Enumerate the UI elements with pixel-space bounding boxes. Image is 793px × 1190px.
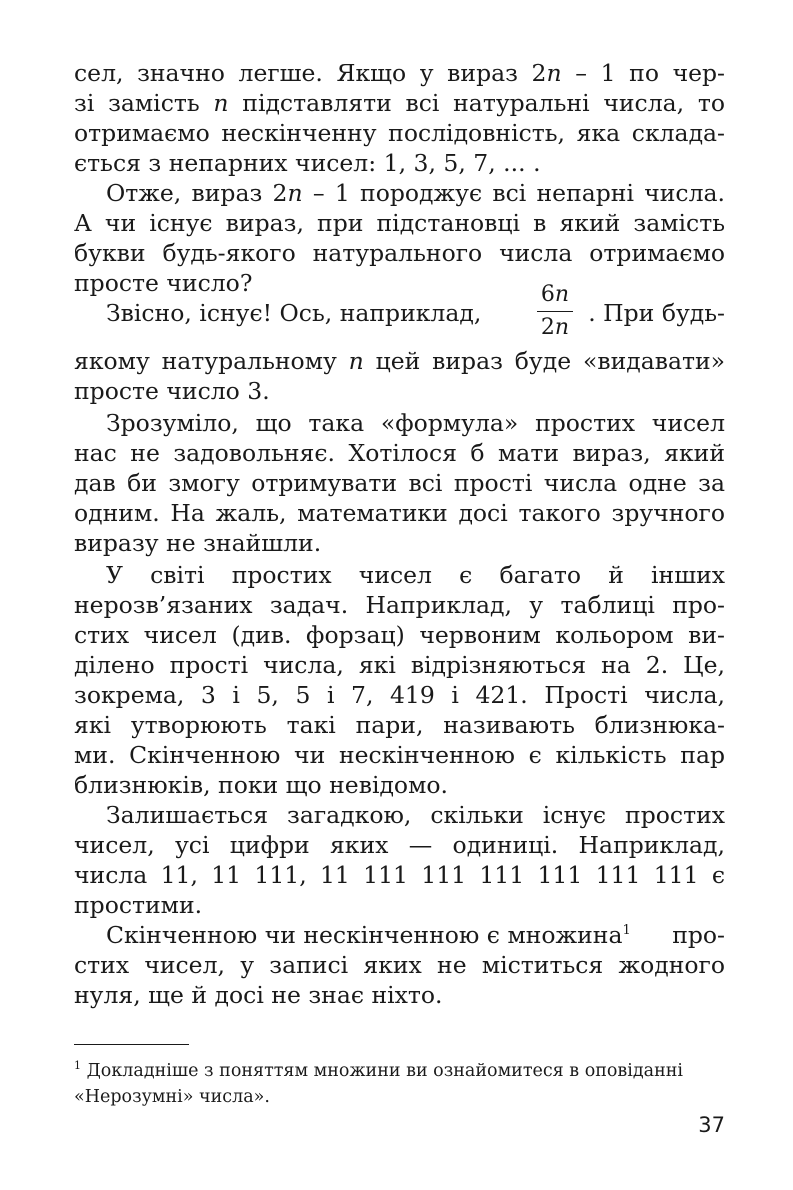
text-line: стих чисел (див. форзац) червоним кольором ви- [74,621,725,649]
fraction-denominator: 2n [540,315,570,340]
text-line: якому натуральному n цей вираз буде «видавати» [74,347,725,375]
text-line: стих чисел, у записі яких не міститься жодного [74,951,725,979]
text-line: нерозв’язаних задач. Наприклад, у таблиці про- [74,591,725,619]
text-line: Залишається загадкою, скільки існує простих [106,801,725,829]
footnote-ref: 1 [622,923,631,938]
text-line: зокрема, 3 і 5, 5 і 7, 419 і 421. Прості числа, [74,681,725,709]
text-line: ми. Скінченною чи нескінченною є кількість пар [74,741,725,769]
footnote-line: $^1$ Докладніше з поняттям множини ви ознайомитеся в оповіданні [74,1059,684,1081]
text-line: букви будь-якого натурального числа отримаємо [74,239,725,267]
text-line: які утворюють такі пари, називають близнюка- [74,711,725,739]
text-line: близнюків, поки що невідомо. [74,771,448,799]
text-line: нуля, ще й досі не знає ніхто. [74,981,443,1009]
text-line: виразу не знайшли. [74,529,322,557]
page-number: 37 [698,1113,725,1137]
text-line: просте число 3. [74,377,270,405]
text-line: Звісно, існує! Ось, наприклад, [106,299,482,327]
text-line: сел, значно легше. Якщо у вираз 2n – 1 по чер- [74,59,725,87]
text-line: зі замість n підставляти всі натуральні числа, то [74,89,725,117]
text-line: про- [672,921,725,949]
text-line: У світі простих чисел є багато й інших [106,561,725,589]
text-line: одним. На жаль, математики досі такого зручного [74,499,725,527]
text-line: Отже, вираз 2n – 1 породжує всі непарні числа. [106,179,725,207]
text-line: . При будь- [588,299,725,327]
text-line: нас не задовольняє. Хотілося б мати вираз, який [74,439,725,467]
text-line: отримаємо нескінченну послідовність, яка склада- [74,119,725,147]
text-line: дав би змогу отримувати всі прості числа одне за [74,469,725,497]
footnote-marker: 1 [74,1059,81,1072]
text-line: Скінченною чи нескінченною є множина$^1$ [106,921,631,949]
text-line: ділено прості числа, які відрізняються на 2. Це, [74,651,725,679]
text-line: просте число? [74,269,253,297]
text-line: простими. [74,891,203,919]
text-line: чисел, усі цифри яких — одиниці. Наприклад, [74,831,725,859]
text-line: ється з непарних чисел: 1, 3, 5, 7, ... . [74,149,541,177]
footnote-line: «Нерозумні» числа». [74,1087,270,1107]
text-line: числа 11, 11 111, 11 111 111 111 111 111 111 є [74,861,725,889]
text-line: А чи існує вираз, при підстановці в який замість [74,209,725,237]
fraction [537,281,573,342]
footnote-divider [74,1044,189,1045]
fraction-numerator: 6n [537,281,573,312]
text-line: Зрозуміло, що така «формула» простих чисел [106,409,725,437]
